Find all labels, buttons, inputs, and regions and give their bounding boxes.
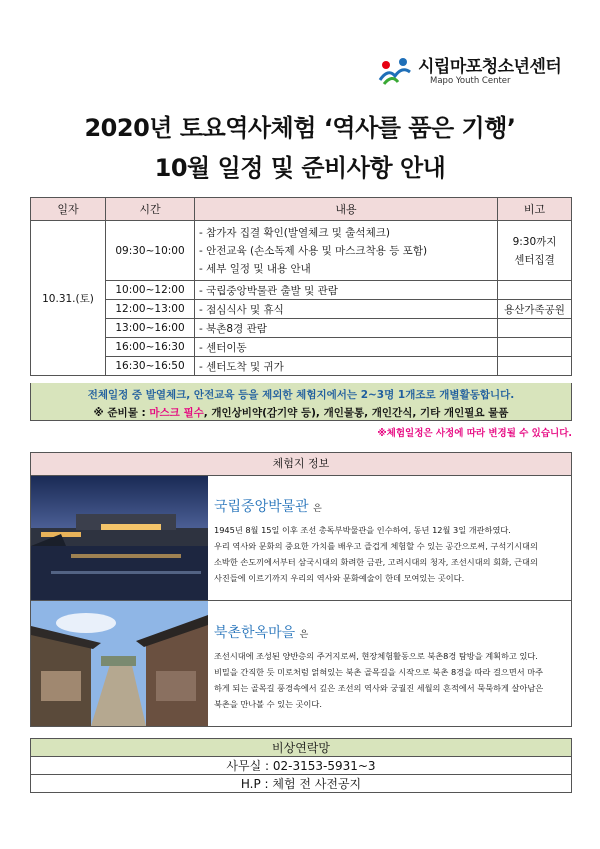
time-cell: 16:30~16:50: [106, 357, 195, 376]
description-line: 하게 되는 골목길 풍경속에서 깊은 조선의 역사와 궁궐진 세월의 흔적에서 묵묵하게 살아남은: [214, 683, 544, 693]
description-line: 비밀을 간직한 듯 미로처럼 얽혀있는 북촌 골목길을 시작으로 북촌 8경을 따라 걸으면서 마주: [214, 667, 544, 677]
museum-photo: [31, 476, 208, 600]
table-row: [31, 300, 572, 319]
preparation-list: [31, 405, 571, 420]
description-line: 소박한 손도끼에서부터 삼국시대의 화려한 금관, 고려시대의 청자, 조선시대의 회화, 근대의: [214, 557, 538, 567]
office-phone: 사무실 : 02-3153-5931~3: [31, 757, 572, 775]
content-cell: - 센터도착 및 귀가: [195, 357, 498, 376]
mobile-phone: H.P : 체험 전 사전공지: [31, 775, 572, 793]
group-activity-notice: 전체일정 중 발열체크, 안전교육 등을 제외한 체험지에서는 2~3명 1개조로 개별활동합니다.: [87, 389, 515, 401]
table-row: [31, 338, 572, 357]
note-line: 9:30까지: [512, 235, 557, 248]
content-cell: - 북촌8경 관람: [195, 319, 498, 338]
note-cell: [498, 357, 572, 376]
museum-photo-image: [31, 476, 208, 600]
date-cell: 10.31.(토): [31, 221, 106, 376]
center-name: 시립마포청소년센터: [418, 57, 562, 77]
content-cell: [195, 221, 498, 281]
content-cell: - 점심식사 및 휴식: [195, 300, 498, 319]
note-cell: [498, 221, 572, 281]
table-header-row: [31, 198, 572, 221]
note-cell: [498, 319, 572, 338]
prep-label: ※ 준비물 :: [93, 407, 150, 419]
museum-heading: [214, 496, 569, 520]
emergency-contact-table: [30, 738, 572, 793]
time-cell: 09:30~10:00: [106, 221, 195, 281]
time-cell: 10:00~12:00: [106, 281, 195, 300]
col-note-header: 비고: [498, 198, 572, 221]
schedule-table: [30, 197, 572, 376]
page-subtitle: 10월 일정 및 준비사항 안내: [154, 154, 446, 182]
youth-center-logo-icon: [378, 56, 412, 86]
prep-items: , 개인상비약(감기약 등), 개인물통, 개인간식, 기타 개인필요 물품: [203, 407, 509, 419]
description-line: 조선시대에 조성된 양반층의 주거지로써, 현장체험활동으로 북촌8경 탐방을 계획하고 있다.: [214, 651, 538, 661]
page-title: 2020년 토요역사체험 ‘역사를 품은 기행’: [84, 114, 516, 142]
museum-description: [214, 496, 569, 586]
table-row: [31, 221, 572, 281]
content-cell: - 국립중앙박물관 출발 및 관람: [195, 281, 498, 300]
bukchon-heading: [214, 622, 569, 646]
activity-notice-box: [30, 383, 572, 421]
col-time-header: 시간: [106, 198, 195, 221]
description-line: 사진들에 이르기까지 우리의 역사와 문화예술이 한데 모여있는 곳이다.: [214, 573, 465, 583]
description-line: 북촌을 만나볼 수 있는 곳이다.: [214, 699, 322, 709]
particle: 은: [299, 630, 309, 640]
schedule-change-notice: ※체험일정은 사정에 따라 변경될 수 있습니다.: [377, 428, 572, 439]
note-line: 센터집결: [514, 253, 555, 266]
time-cell: 16:00~16:30: [106, 338, 195, 357]
description-line: 1945년 8월 15일 이후 조선 총독부박물관을 인수하여, 동년 12월 3일 개관하였다.: [214, 525, 511, 535]
description-line: 우리 역사와 문화의 중요한 가치를 배우고 즐겁게 체험할 수 있는 공간으로써, 구석기시대의: [214, 541, 538, 551]
content-item: - 안전교육 (손소독제 사용 및 마스크착용 등 포함): [199, 244, 428, 257]
info-section-header: 체험지 정보: [30, 452, 572, 476]
content-cell: - 센터이동: [195, 338, 498, 357]
bukchon-photo: [31, 601, 208, 726]
content-item: - 참가자 집결 확인(발열체크 및 출석체크): [199, 226, 390, 239]
time-cell: 13:00~16:00: [106, 319, 195, 338]
note-cell: [498, 281, 572, 300]
note-cell: [498, 338, 572, 357]
note-cell: 용산가족공원: [498, 300, 572, 319]
mask-required: 마스크 필수: [149, 407, 204, 419]
col-content-header: 내용: [195, 198, 498, 221]
col-date-header: 일자: [31, 198, 106, 221]
particle: 은: [313, 504, 322, 514]
table-row: [31, 319, 572, 338]
content-item: - 세부 일정 및 내용 안내: [199, 262, 311, 275]
bukchon-description: [214, 622, 569, 712]
emergency-contact-header: 비상연락망: [31, 739, 572, 757]
museum-name: 국립중앙박물관: [214, 499, 309, 515]
table-row: [31, 281, 572, 300]
center-logo: [378, 52, 578, 92]
center-name-en: Mapo Youth Center: [430, 76, 511, 86]
bukchon-name: 북촌한옥마을: [214, 625, 296, 641]
bukchon-photo-image: [31, 601, 208, 726]
table-row: [31, 357, 572, 376]
time-cell: 12:00~13:00: [106, 300, 195, 319]
info-section: [30, 476, 572, 727]
